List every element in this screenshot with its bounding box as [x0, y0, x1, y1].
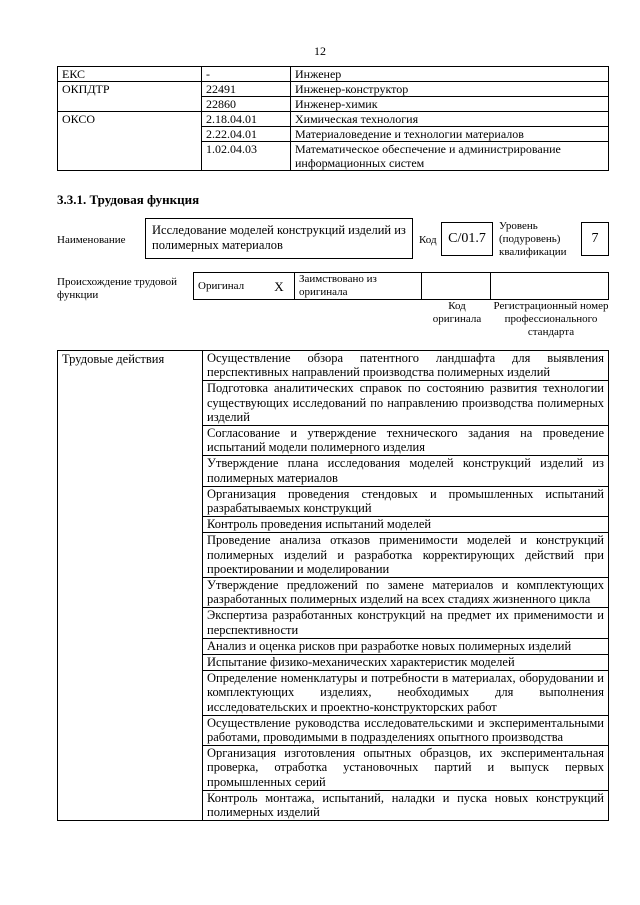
labor-actions-label: Трудовые действия	[58, 351, 203, 821]
class-code-cell: 2.22.04.01	[202, 127, 291, 142]
borrowed-label: Заимствовано из оригинала	[295, 273, 422, 300]
class-name-cell: Материаловедение и технологии материалов	[291, 127, 609, 142]
labor-action-item: Подготовка аналитических справок по состоянию развития технологии существующих исследований по направлению производства полимерных изделий	[203, 381, 609, 426]
original-code-caption: Код оригинала	[432, 300, 482, 325]
labor-action-item: Испытание физико-механических характеристик моделей	[203, 655, 609, 671]
labor-actions-table	[57, 350, 609, 821]
labor-action-item: Утверждение плана исследования моделей конструкций изделий из полимерных материалов	[203, 456, 609, 486]
origin-label: Происхождение трудовой функции	[57, 276, 178, 301]
labor-action-item: Организация изготовления опытных образцов, их экспериментальная проверка, отработка установочных партий и выпуск первых промышленных серий	[203, 746, 609, 791]
table-row	[58, 82, 609, 97]
function-code-box: С/01.7	[441, 222, 493, 256]
class-code-cell: 1.02.04.03	[202, 142, 291, 171]
class-name-cell: Инженер-конструктор	[291, 82, 609, 97]
registration-number-caption: Регистрационный номер профессионального стандарта	[493, 300, 609, 338]
class-group-cell: ОКСО	[58, 112, 202, 171]
function-name-box: Исследование моделей конструкций изделий из полимерных материалов	[145, 218, 413, 259]
labor-action-item: Анализ и оценка рисков при разработке новых полимерных изделий	[203, 638, 609, 654]
page-number: 12	[314, 44, 326, 58]
class-code-cell: 22491	[202, 82, 291, 97]
table-row	[58, 351, 609, 381]
labor-action-item: Согласование и утверждение технического задания на проведение испытаний модели полимерного изделия	[203, 426, 609, 456]
original-label: Оригинал	[194, 273, 265, 300]
class-name-cell: Инженер	[291, 67, 609, 82]
labor-action-item: Контроль монтажа, испытаний, наладки и пуска новых конструкций полимерных изделий	[203, 790, 609, 820]
original-mark: X	[264, 273, 295, 300]
labor-action-item: Экспертиза разработанных конструкций на предмет их применимости и перспективности	[203, 608, 609, 638]
labor-action-item: Определение номенклатуры и потребности в материалах, оборудовании и комплектующих изделиях, необходимых для выполнения исследовательских и проектно-конструкторских работ	[203, 671, 609, 716]
class-group-cell: ЕКС	[58, 67, 202, 82]
table-row	[58, 112, 609, 127]
labor-action-item: Организация проведения стендовых и промышленных испытаний разрабатываемых конструкций	[203, 486, 609, 516]
labor-action-item: Проведение анализа отказов применимости моделей и конструкций полимерных изделий и разработка корректирующих действий при проектировании и моделировании	[203, 533, 609, 578]
class-code-cell: 22860	[202, 97, 291, 112]
labor-action-item: Осуществление обзора патентного ландшафта для выявления перспективных направлений производства полимерных изделий	[203, 351, 609, 381]
class-code-cell: -	[202, 67, 291, 82]
class-group-cell: ОКПДТР	[58, 82, 202, 112]
labor-action-item: Осуществление руководства исследовательскими и экспериментальными работами, проводимыми в подразделениях опытного производства	[203, 715, 609, 745]
class-name-cell: Математическое обеспечение и администрирование информационных систем	[291, 142, 609, 171]
class-name-cell: Химическая технология	[291, 112, 609, 127]
labor-action-item: Контроль проведения испытаний моделей	[203, 517, 609, 533]
section-title: 3.3.1. Трудовая функция	[57, 192, 200, 207]
qualification-level-label: Уровень (подуровень) квалификации	[499, 220, 567, 258]
original-code-cell	[422, 273, 491, 300]
code-label: Код	[419, 234, 437, 246]
class-code-cell: 2.18.04.01	[202, 112, 291, 127]
name-label: Наименование	[57, 234, 126, 246]
table-row	[194, 273, 609, 300]
labor-action-item: Утверждение предложений по замене материалов и комплектующих разработанных полимерных изделий на всех стадиях жизненного цикла	[203, 578, 609, 608]
qualification-level-box: 7	[581, 222, 609, 256]
class-name-cell: Инженер-химик	[291, 97, 609, 112]
registration-number-cell	[491, 273, 609, 300]
origin-table	[193, 272, 609, 300]
classification-table	[57, 66, 609, 171]
table-row	[58, 67, 609, 82]
